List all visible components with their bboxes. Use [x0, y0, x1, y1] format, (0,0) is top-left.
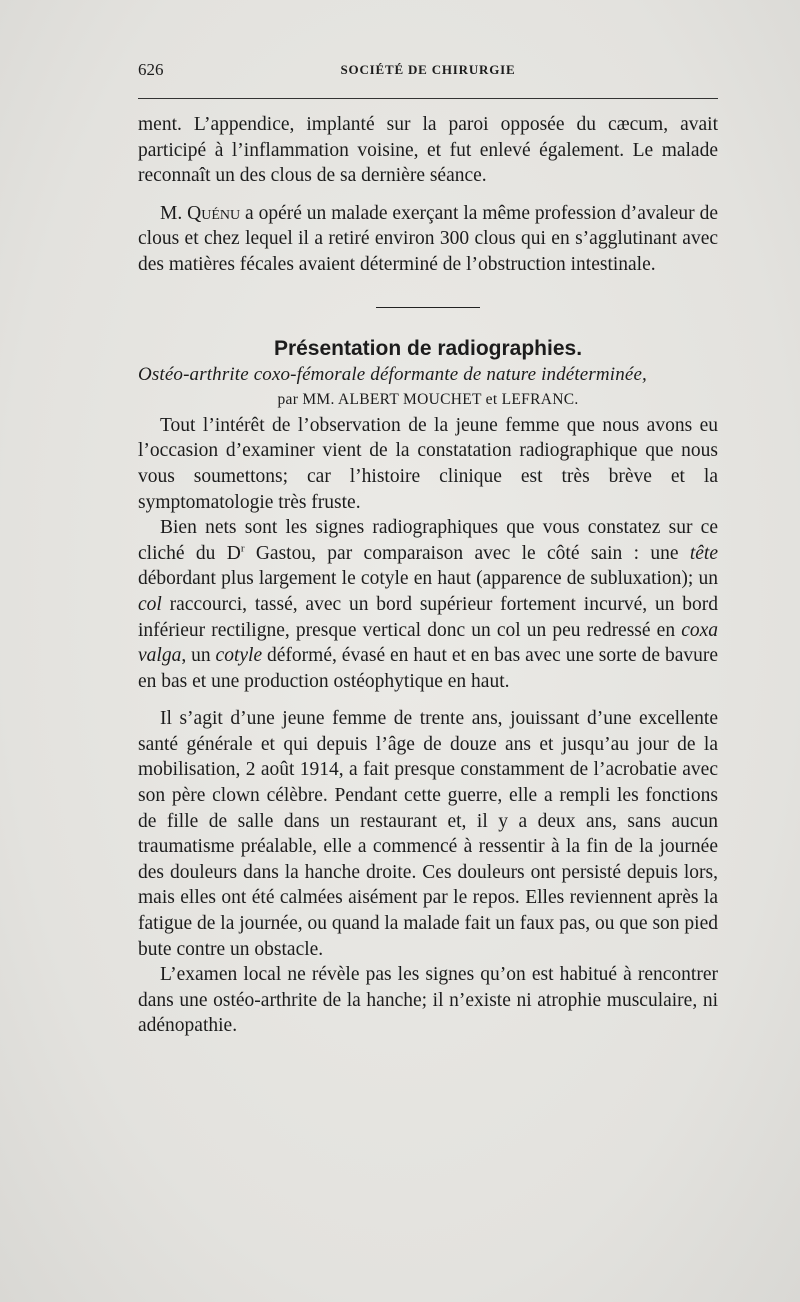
- text-run: , un: [181, 645, 216, 667]
- italic-term: tête: [689, 542, 718, 564]
- paragraph-quenu-text: a opéré un malade exerçant la même profession d’avaleur de clous et chez lequel il a retiré environ 300 clous qui en s’agglutinant avec des matières fécales avaient déterminé de l’obstruction intestinale.: [138, 202, 718, 275]
- section-separator: [376, 307, 480, 308]
- page-header: [138, 60, 718, 84]
- page-body: [138, 112, 718, 1039]
- paragraph-radiographic-signs: [138, 515, 718, 694]
- page-number: 626: [138, 60, 164, 79]
- paragraph-history: Il s’agit d’une jeune femme de trente ans, jouissant d’une excellente santé générale et qui depuis l’âge de douze ans et jusqu’au jour de la mobilisation, 2 août 1914, a fait presque constamment de l’acrobatie avec son père clown célèbre. Pendant cette guerre, elle a rempli les fonctions de fille de salle dans un restaurant et, il y a deux ans, sans aucun traumatisme préalable, elle a commencé à ressentir à la fin de la journée des douleurs dans la hanche droite. Ces douleurs ont persisté depuis lors, mais elles ont été calmées aisément par le repos. Elles reviennent après la fatigue de la journée, ou quand la malade fait un faux pas, ou que son pied bute contre un obstacle.: [138, 708, 718, 960]
- paragraph-continuation: ment. L’appendice, implanté sur la paroi opposée du cæcum, avait participé à l’inflammation voisine, et fut enlevé également. Le malade reconnaît un des clous de sa dernière séance.: [138, 114, 718, 187]
- section-subtitle: Ostéo-arthrite coxo-fémorale déformante de nature indéterminée,: [138, 363, 647, 385]
- text-run: débordant plus largement le cotyle en haut (apparence de subluxation); un: [138, 568, 718, 590]
- header-rule: [138, 98, 718, 99]
- text-run: raccourci, tassé, avec un bord supérieur fortement incurvé, un bord inférieur rectiligne, presque vertical donc un col un peu redressé en: [138, 593, 718, 641]
- italic-term: coxa valga: [138, 619, 718, 667]
- paragraph-exam: L’examen local ne révèle pas les signes qu’on est habitué à rencontrer dans une ostéo-arthrite de la hanche; il n’existe ni atrophie musculaire, ni adénopathie.: [138, 964, 718, 1037]
- superscript: r: [240, 542, 245, 555]
- author-name-quenu: M. Quénu: [160, 202, 241, 224]
- paragraph-quenu: [138, 201, 718, 278]
- section-authors: par MM. ALBERT MOUCHET et LEFRANC.: [277, 391, 579, 409]
- text-run: déformé, évasé en haut et en bas avec une sorte de bavure en bas et une production ostéophytique en haut.: [138, 645, 718, 692]
- text-run: Gastou, par comparaison avec le côté sain : une: [244, 542, 690, 564]
- section-title: Présentation de radiographies.: [273, 336, 583, 360]
- italic-term: col: [138, 593, 162, 615]
- paragraph-intro: Tout l’intérêt de l’observation de la jeune femme que nous avons eu l’occasion d’examiner vient de la constatation radiographique que nous vous soumettons; car l’histoire clinique est très brève et la symptomatologie très fruste.: [138, 414, 718, 513]
- italic-term: cotyle: [215, 645, 263, 667]
- text-run: Bien nets sont les signes radiographiques que vous constatez sur ce cliché du D: [138, 517, 718, 564]
- running-head: SOCIÉTÉ DE CHIRURGIE: [340, 62, 516, 77]
